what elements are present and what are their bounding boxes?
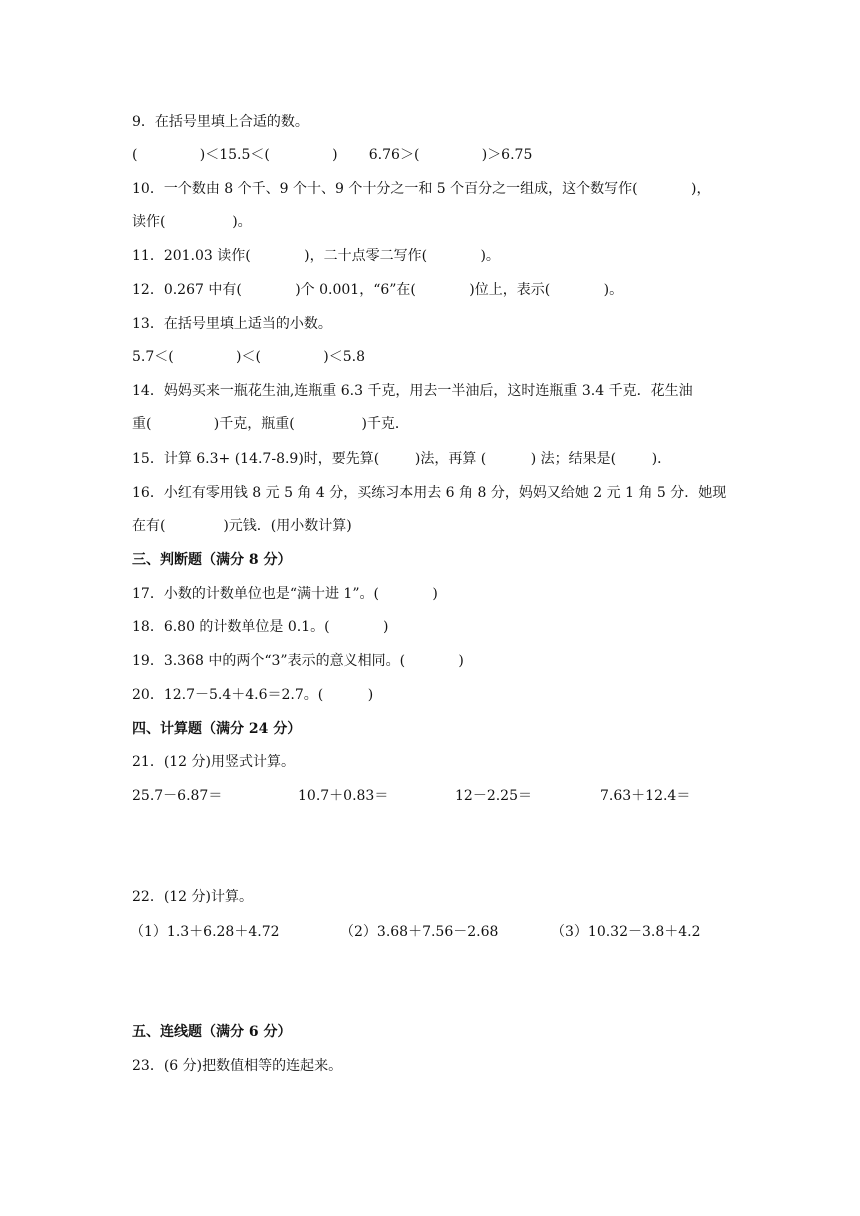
q21-item-1: 25.7－6.87＝ bbox=[132, 788, 223, 804]
q17-line: 17．小数的计数单位也是“满十进 1”。( ) bbox=[132, 586, 438, 602]
section-judge-heading: 三、判断题（满分 8 分） bbox=[132, 552, 292, 568]
q13-blanks: 5.7＜( )＜( )＜5.8 bbox=[132, 349, 365, 365]
q22-title: 22．(12 分)计算。 bbox=[132, 889, 254, 905]
q21-item-4: 7.63＋12.4＝ bbox=[600, 788, 691, 804]
q9-blanks: ( )＜15.5＜( ) 6.76＞( )＞6.75 bbox=[132, 147, 533, 163]
q21-title: 21．(12 分)用竖式计算。 bbox=[132, 754, 296, 770]
section-calc-heading: 四、计算题（满分 24 分） bbox=[132, 721, 302, 737]
q14-line1: 14．妈妈买来一瓶花生油,连瓶重 6.3 千克，用去一半油后，这时连瓶重 3.4 千克．花生油 bbox=[132, 383, 693, 399]
q22-item-1: （1）1.3＋6.28＋4.72 bbox=[130, 924, 280, 940]
q14-line2: 重( )千克，瓶重( )千克． bbox=[132, 416, 409, 432]
q10-line1: 10．一个数由 8 个千、9 个十、9 个十分之一和 5 个百分之一组成，这个数写作( )， bbox=[132, 181, 711, 197]
q21-item-3: 12－2.25＝ bbox=[455, 788, 532, 804]
q15-line: 15．计算 6.3+ (14.7-8.9)时，要先算( )法，再算 ( ) 法；结果是( )． bbox=[132, 451, 672, 467]
q21-item-2: 10.7＋0.83＝ bbox=[298, 788, 389, 804]
q18-line: 18．6.80 的计数单位是 0.1。( ) bbox=[132, 619, 389, 635]
q12-line: 12．0.267 中有( )个 0.001，“6”在( )位上，表示( )。 bbox=[132, 282, 624, 298]
q9-title: 9．在括号里填上合适的数。 bbox=[132, 114, 309, 130]
q22-item-3: （3）10.32－3.8＋4.2 bbox=[551, 924, 701, 940]
q16-line2: 在有( )元钱．(用小数计算) bbox=[132, 518, 352, 534]
q16-line1: 16．小红有零用钱 8 元 5 角 4 分，买练习本用去 6 角 8 分，妈妈又给她 2 元 1 角 5 分．她现 bbox=[132, 485, 727, 501]
q20-line: 20．12.7－5.4＋4.6＝2.7。( ) bbox=[132, 687, 374, 703]
q19-line: 19．3.368 中的两个“3”表示的意义相同。( ) bbox=[132, 653, 464, 669]
q23-title: 23．(6 分)把数值相等的连起来。 bbox=[132, 1058, 343, 1074]
q13-title: 13．在括号里填上适当的小数。 bbox=[132, 316, 332, 332]
section-match-heading: 五、连线题（满分 6 分） bbox=[132, 1024, 292, 1040]
q11-line: 11．201.03 读作( )，二十点零二写作( )。 bbox=[132, 248, 500, 264]
q22-item-2: （2）3.68＋7.56－2.68 bbox=[340, 924, 499, 940]
q10-line2: 读作( )。 bbox=[132, 214, 252, 230]
